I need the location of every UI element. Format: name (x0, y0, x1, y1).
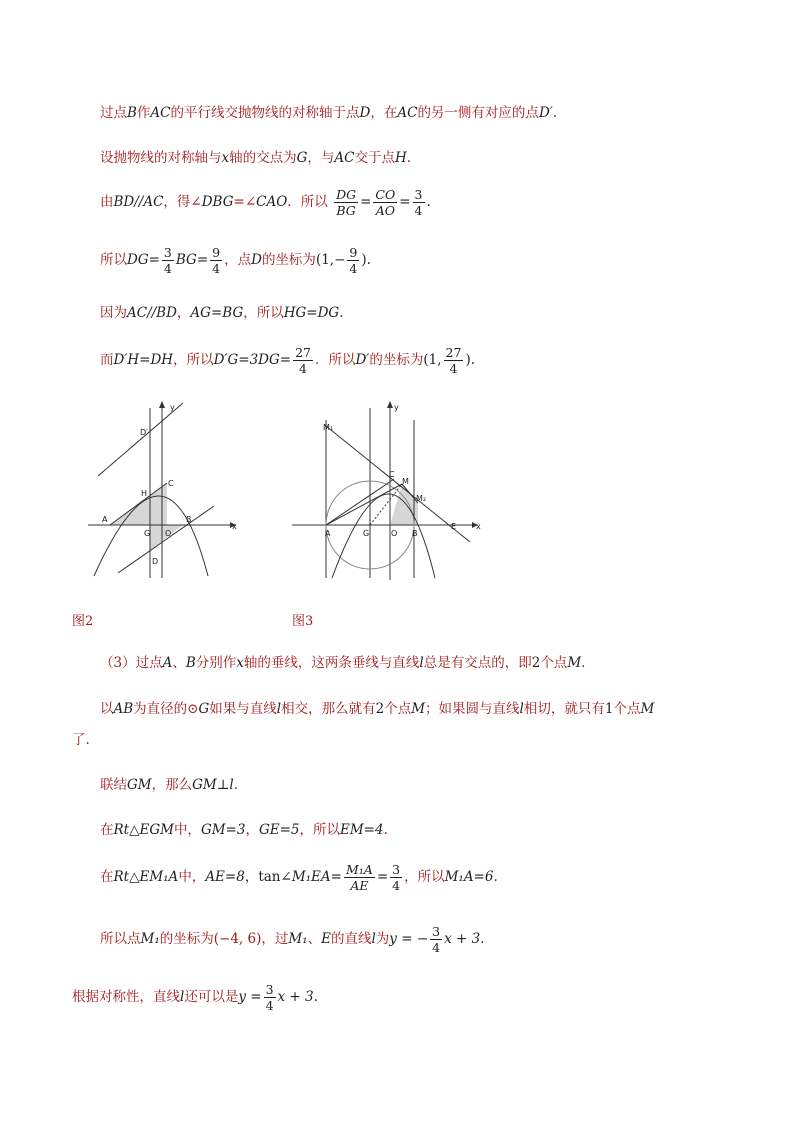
coord-close: ) (465, 352, 471, 368)
text: 为直径的⊙ (133, 701, 199, 717)
text: ，得∠ (163, 194, 202, 210)
var-AB: AB (113, 701, 134, 717)
label-y: y (394, 403, 399, 412)
label-o: O (165, 529, 172, 538)
fraction-9-4: $\frac{9}{4}$ (349, 245, 358, 276)
figure-2-diagram (88, 398, 248, 583)
equals: = (279, 352, 292, 368)
var-B: B (185, 655, 196, 671)
fraction-3-4: $\frac{3}{4}$ (432, 924, 441, 955)
equation-rhs: x + 3 (277, 989, 314, 1005)
label-d: D (152, 557, 159, 566)
paragraph-6 (100, 345, 475, 376)
var-rt-triangle-egm: Rt△EGM (113, 822, 174, 838)
text: 中， (178, 869, 206, 885)
text: 设抛物线的对称轴与 (100, 150, 222, 166)
var-em-4: EM=4 (340, 822, 384, 838)
text: ；如果圆与直线 (425, 701, 520, 717)
var-BG: BG (175, 252, 197, 268)
text: 根据对称性，直线 (72, 989, 180, 1005)
label-d-prime: D′ (140, 428, 148, 437)
text: 了. (72, 732, 90, 748)
var-l: l (371, 931, 376, 947)
text: ．所以 (314, 352, 356, 368)
coord-close: ) (361, 252, 367, 268)
label-m: M (402, 477, 409, 486)
equation-lhs: y = (238, 989, 262, 1005)
label-a: A (325, 529, 331, 538)
var-l: l (180, 989, 185, 1005)
text: 个点 (613, 701, 641, 717)
text: 所以 (100, 252, 127, 268)
paragraph-12 (100, 924, 485, 955)
text: 在 (100, 869, 114, 885)
coord-open: (1, (423, 352, 442, 368)
var-BD-parallel-AC: BD//AC (113, 194, 164, 210)
text: 相交，那么就有 (281, 701, 376, 717)
number: 2 (375, 701, 385, 717)
var-AC: AC (397, 105, 418, 121)
var-D: D (251, 252, 262, 268)
text: . (339, 305, 344, 321)
var-DG3: D′G=3DG (213, 352, 280, 368)
text: . (406, 150, 412, 166)
var-rt-triangle-em1a: Rt△EM₁A (113, 869, 179, 885)
var-m1: M₁ (288, 931, 308, 947)
paragraph-8-continued (72, 731, 90, 749)
var-GM: GM (127, 777, 152, 793)
var-AC: AC (150, 105, 171, 121)
fraction-dg-bg: $\frac{DG}{BG}$ (336, 187, 357, 218)
var-m1ea: M₁EA (291, 869, 331, 885)
text: =∠ (233, 194, 257, 210)
text: 如果与直线 (209, 701, 277, 717)
equation-lhs: y = − (389, 931, 429, 947)
text: ，那么 (151, 777, 193, 793)
paragraph-5 (100, 304, 344, 322)
var-D: D (359, 105, 371, 121)
label-o: O (391, 529, 398, 538)
text: . (493, 869, 498, 885)
text: 的坐标为 (261, 252, 316, 268)
var-HG-eq-DG: HG=DG (283, 305, 340, 321)
text: 轴的交点为 (229, 150, 297, 166)
number: 2 (531, 655, 541, 671)
text: 为 (375, 931, 390, 947)
label-h: H (141, 489, 148, 498)
text: 的坐标为(−4, 6)，过 (159, 931, 289, 947)
fraction-3-4: $\frac{3}{4}$ (265, 982, 274, 1013)
var-M: M (411, 701, 426, 717)
text: （3）过点 (100, 655, 163, 671)
var-x: x (236, 655, 244, 671)
text: ， (176, 305, 191, 321)
equals: = (360, 194, 372, 210)
equals: = (148, 252, 160, 268)
label-x: x (476, 522, 481, 531)
var-AC: AC (334, 150, 355, 166)
text: 在 (100, 822, 114, 838)
var-E: E (321, 931, 331, 947)
fraction-9-4: $\frac{9}{4}$ (212, 245, 221, 276)
text: ，所以 (299, 822, 340, 838)
text: 中， (173, 822, 201, 838)
text: . (233, 777, 239, 793)
text: 分别作 (195, 655, 237, 671)
minus: − (334, 252, 346, 268)
text: ，所以 (173, 352, 214, 368)
text: 因为 (100, 305, 127, 321)
text: 交于点 (354, 150, 396, 166)
number: 1 (604, 701, 614, 717)
equals: = (399, 194, 411, 210)
text: 轴的垂线，这两条垂线与直线 (243, 655, 420, 671)
text: ，所以 (243, 305, 284, 321)
label-c: C (389, 470, 395, 479)
paragraph-4 (100, 245, 371, 276)
text: 作 (136, 105, 151, 121)
text: ，所以 (404, 869, 445, 885)
fraction-27-4: $\frac{27}{4}$ (295, 345, 311, 376)
text: . (470, 352, 476, 368)
fraction-3-4: $\frac{3}{4}$ (163, 245, 172, 276)
var-G: G (296, 150, 308, 166)
var-H: H (395, 150, 407, 166)
text: ．所以 (287, 194, 328, 210)
var-gm-3: GM=3 (200, 822, 246, 838)
fraction-3-4: $\frac{3}{4}$ (392, 862, 401, 893)
text: . (366, 252, 371, 268)
equation-rhs: x + 3 (444, 931, 481, 947)
text: 的坐标为 (369, 352, 424, 368)
paragraph-2 (100, 149, 411, 167)
text: 过点 (100, 105, 127, 121)
label-a: A (102, 515, 108, 524)
paragraph-8 (100, 700, 654, 718)
text: 的直线 (330, 931, 372, 947)
text: 个点 (384, 701, 412, 717)
var-x: x (221, 150, 230, 166)
text: . (581, 655, 586, 671)
label-g: G (144, 529, 151, 538)
text: ，点 (224, 252, 252, 268)
equals: = (330, 869, 342, 885)
text: 由 (100, 194, 114, 210)
var-ge-5: GE=5 (258, 822, 300, 838)
var-M: M (640, 701, 655, 717)
paragraph-11 (100, 862, 498, 893)
text: . (426, 194, 431, 210)
label-y: y (170, 403, 175, 412)
var-M: M (567, 655, 582, 671)
text: 相切，就只有 (523, 701, 605, 717)
text: ，在 (370, 105, 398, 121)
text: 还可以是 (184, 989, 239, 1005)
var-D-prime: D′ (538, 105, 553, 121)
text: ，与 (307, 150, 335, 166)
paragraph-1 (100, 104, 557, 122)
label-g: G (363, 529, 370, 538)
text: 联结 (100, 777, 127, 793)
var-m1: M₁ (140, 931, 160, 947)
var-A: A (162, 655, 173, 671)
text: 总是有交点的，即 (423, 655, 532, 671)
label-c: C (168, 479, 174, 488)
var-AG-eq-BG: AG=BG (190, 305, 244, 321)
fraction-3-4: $\frac{3}{4}$ (414, 187, 423, 218)
paragraph-9 (100, 776, 238, 794)
var-DH: D′H=DH (113, 352, 174, 368)
label-m2: M₂ (416, 494, 427, 503)
label-e: E (451, 522, 457, 531)
text: 、 (172, 655, 186, 671)
var-D-prime: D′ (355, 352, 370, 368)
fraction-m1a-ae: $\frac{\text{M₁A}}{AE}$ (345, 862, 373, 893)
label-m1: M₁ (323, 423, 334, 432)
equals: = (376, 869, 389, 885)
var-CAO: CAO (256, 194, 288, 210)
text: 、 (307, 931, 322, 947)
figure-3-diagram (290, 398, 490, 583)
var-B: B (127, 105, 137, 121)
var-DBG: DBG (201, 194, 234, 210)
var-m1a-6: M₁A=6 (444, 869, 494, 885)
figure-3-caption: 图3 (292, 614, 314, 629)
var-GM-perp-l: GM⊥l (192, 777, 234, 793)
text: 而 (100, 352, 114, 368)
label-b: B (186, 515, 192, 524)
var-DG: DG (127, 252, 149, 268)
text: ， (245, 822, 259, 838)
equals: = (196, 252, 209, 268)
paragraph-10 (100, 821, 388, 839)
var-l: l (276, 701, 282, 717)
text: 的另一侧有对应的点 (417, 105, 539, 121)
text: . (313, 989, 318, 1005)
var-l: l (519, 701, 524, 717)
var-ae-8: AE=8 (205, 869, 245, 885)
var-l: l (419, 655, 424, 671)
paragraph-13 (72, 982, 318, 1013)
text: 所以点 (100, 931, 141, 947)
fraction-co-ao: $\frac{CO}{AO}$ (375, 187, 396, 218)
text: . (480, 931, 485, 947)
figure-2-caption: 图2 (72, 614, 94, 629)
var-AC-parallel-BD: AC//BD (127, 305, 177, 321)
fraction-27-4: $\frac{27}{4}$ (445, 345, 462, 376)
coord-open: (1, (315, 252, 335, 268)
text: . (383, 822, 388, 838)
text: 的平行线交抛物线的对称轴于点 (170, 105, 360, 121)
var-G: G (198, 701, 210, 717)
text: . (552, 105, 558, 121)
text: ，tan∠ (244, 869, 292, 885)
label-x: x (232, 522, 237, 531)
text: 个点 (540, 655, 568, 671)
paragraph-7 (100, 654, 585, 672)
paragraph-3 (100, 187, 431, 218)
label-b: B (412, 529, 418, 538)
text: 以 (100, 701, 114, 717)
